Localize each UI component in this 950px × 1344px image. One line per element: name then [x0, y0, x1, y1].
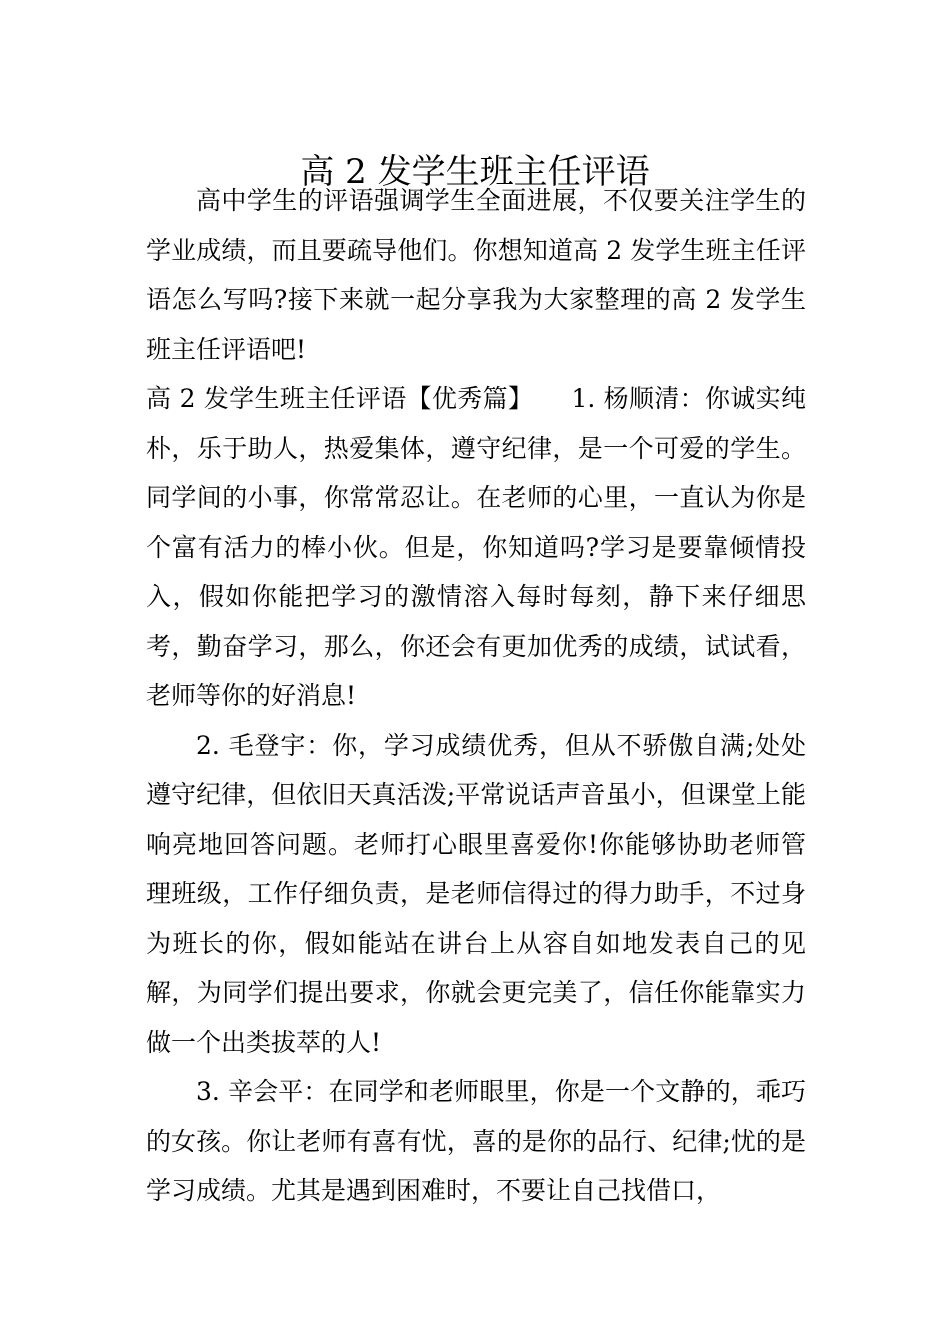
comment-paragraph-3: 3. 辛会平：在同学和老师眼里，你是一个文静的，乖巧的女孩。你让老师有喜有忧，喜的是你的品行、纪律;忧的是学习成绩。尤其是遇到困难时，不要让自己找借口，	[146, 1077, 806, 1205]
intro-paragraph: 高中学生的评语强调学生全面进展，不仅要关注学生的学业成绩，而且要疏导他们。你想知道高 2 发学生班主任评语怎么写吗?接下来就一起分享我为大家整理的高 2 发学生班主任评语吧!	[146, 186, 806, 364]
document-title: 高 2 发学生班主任评语	[300, 151, 650, 192]
section-heading-paragraph: 高 2 发学生班主任评语【优秀篇】 1. 杨顺清：你诚实纯朴，乐于助人，热爱集体，遵守纪律，是一个可爱的学生。同学间的小事，你常常忍让。在老师的心里，一直认为你是个富有活力的棒小伙。但是，你知道吗?学习是要靠倾情投入，假如你能把学习的激情溶入每时每刻，静下来仔细思考，勤奋学习，那么，你还会有更加优秀的成绩，试试看，老师等你的好消息!	[146, 384, 806, 710]
comment-paragraph-2: 2. 毛登宇：你，学习成绩优秀，但从不骄傲自满;处处遵守纪律，但依旧天真活泼;平常说话声音虽小，但课堂上能响亮地回答问题。老师打心眼里喜爱你!你能够协助老师管理班级，工作仔细负责，是老师信得过的得力助手，不过身为班长的你，假如能站在讲台上从容自如地发表自己的见解，为同学们提出要求，你就会更完美了，信任你能靠实力做一个出类拔萃的人!	[146, 730, 806, 1057]
document-body	[146, 176, 806, 1216]
